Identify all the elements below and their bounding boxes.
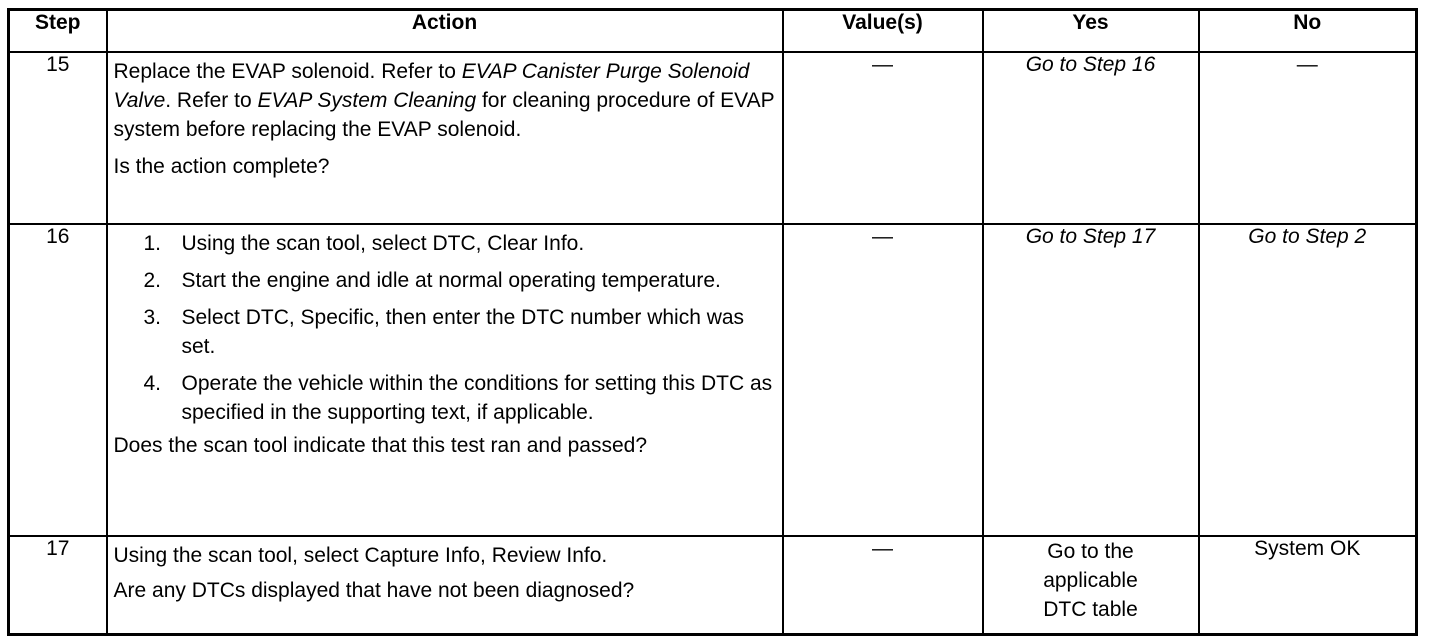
header-yes: Yes — [983, 10, 1199, 53]
table-row — [9, 536, 1417, 634]
diagnostic-table — [7, 8, 1418, 636]
action-question: Is the action complete? — [113, 155, 330, 178]
reference-link: EVAP Canister Purge Solenoid Valve — [113, 60, 750, 112]
action-cell — [107, 536, 783, 634]
value-cell: — — [783, 52, 983, 224]
list-item: 2. Start the engine and idle at normal operating temperature. — [143, 269, 721, 292]
list-item: 3. Select DTC, Specific, then enter the DTC number which was set. — [143, 306, 745, 358]
yes-cell: Go to the applicable DTC table — [983, 536, 1199, 634]
list-item: 4. Operate the vehicle within the conditions for setting this DTC as specified in the supporting text, if applicable. — [143, 372, 773, 424]
action-question: Does the scan tool indicate that this test ran and passed? — [113, 434, 648, 457]
action-cell — [107, 52, 783, 224]
reference-link: EVAP System Cleaning — [257, 89, 477, 112]
step-number: 15 — [9, 52, 107, 224]
header-row — [9, 10, 1417, 53]
no-cell: — — [1199, 52, 1417, 224]
header-step: Step — [9, 10, 107, 53]
no-cell: Go to Step 2 — [1199, 224, 1417, 536]
list-item: 1. Using the scan tool, select DTC, Clear Info. — [143, 232, 585, 255]
action-cell — [107, 224, 783, 536]
action-text: Replace the EVAP solenoid. Refer to EVAP Canister Purge Solenoid Valve. Refer to EVAP System Cleaning for cleaning procedure of EVAP system before replacing the EVAP solenoid. — [113, 60, 775, 141]
table-row — [9, 52, 1417, 224]
header-action: Action — [107, 10, 783, 53]
yes-cell: Go to Step 16 — [983, 52, 1199, 224]
value-cell: — — [783, 224, 983, 536]
header-no: No — [1199, 10, 1417, 53]
action-text: Using the scan tool, select Capture Info, Review Info. — [113, 544, 608, 567]
value-cell: — — [783, 536, 983, 634]
action-question: Are any DTCs displayed that have not been diagnosed? — [113, 579, 635, 602]
step-number: 17 — [9, 536, 107, 634]
procedure-list — [114, 229, 776, 427]
header-values: Value(s) — [783, 10, 983, 53]
yes-cell: Go to Step 17 — [983, 224, 1199, 536]
step-number: 16 — [9, 224, 107, 536]
no-cell: System OK — [1199, 536, 1417, 634]
table-row — [9, 224, 1417, 536]
